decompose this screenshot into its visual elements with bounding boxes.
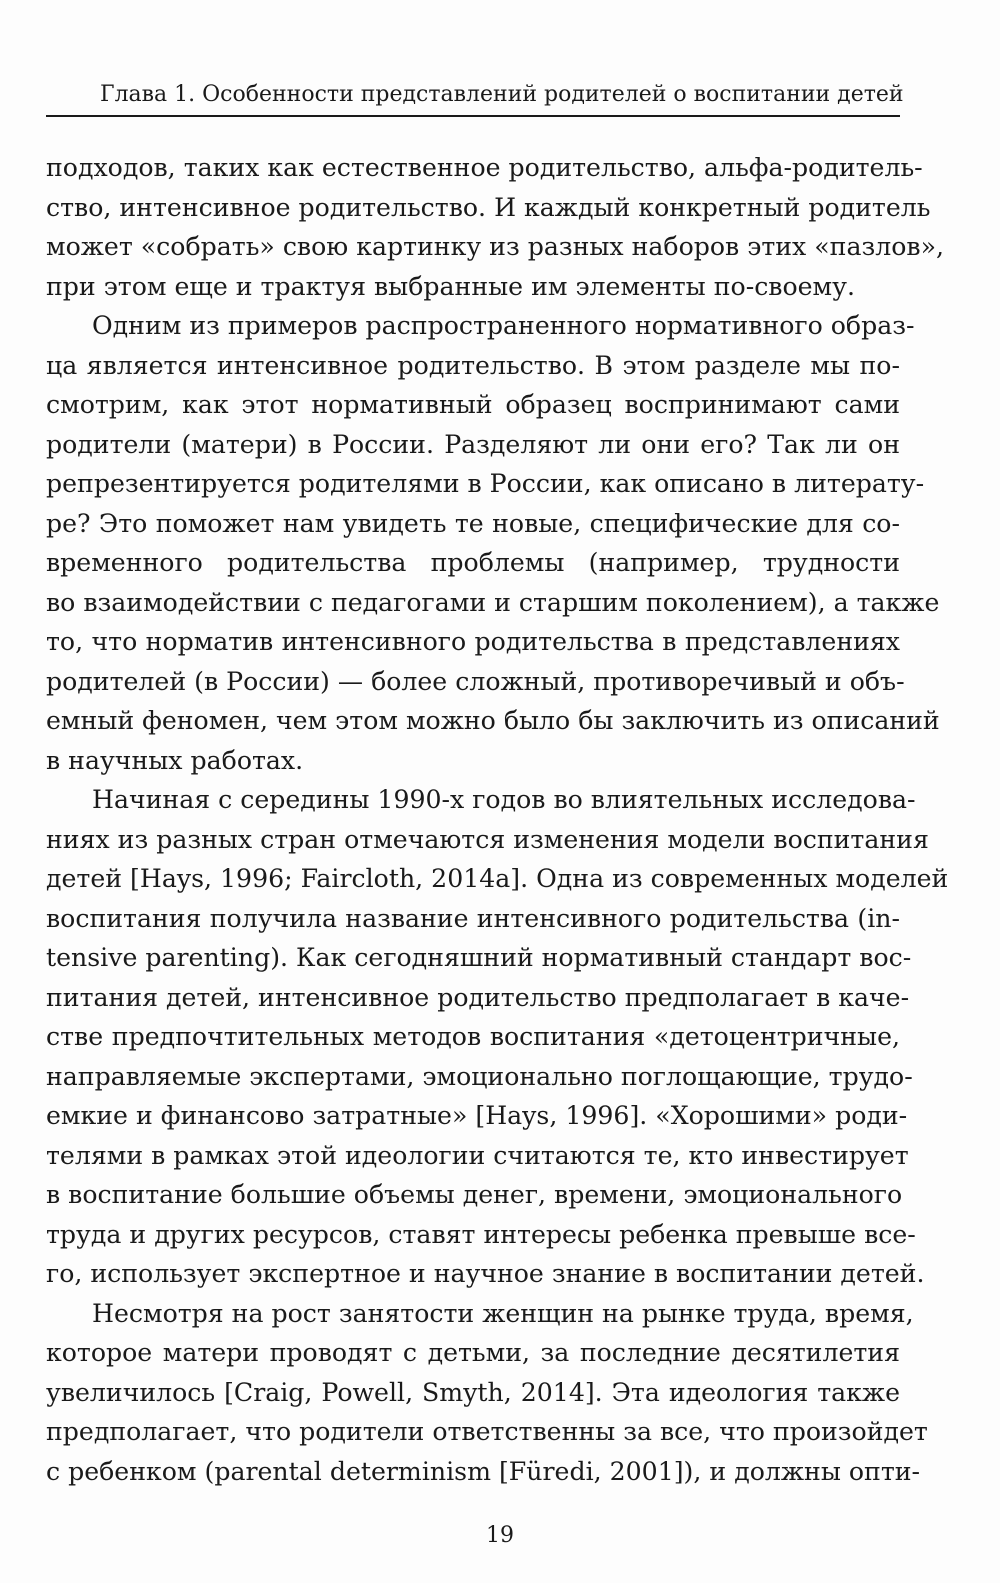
text-line: го, использует экспертное и научное знание в воспитании детей. [46, 1259, 925, 1288]
text-line: ца является интенсивное родительство. В этом разделе мы по- [46, 350, 900, 380]
text-line: стве предпочтительных методов воспитания «детоцентричные, [46, 1022, 900, 1051]
text-line: в научных работах. [46, 745, 304, 775]
text-line: Несмотря на рост занятости женщин на рынке труда, время, [92, 1298, 914, 1328]
text-line: то, что норматив интенсивного родительства в представлениях [46, 627, 900, 656]
text-line: направляемые экспертами, эмоционально поглощающие, трудо- [46, 1061, 913, 1091]
text-line: может «собрать» свою картинку из разных наборов этих «пазлов», [46, 232, 944, 261]
text-line: tensive parenting). Как сегодняшний нормативный стандарт вос- [46, 943, 912, 972]
text-line: Одним из примеров распространенного нормативного образ- [92, 311, 915, 340]
text-line: во взаимодействии с педагогами и старшим поколением), а также [46, 587, 940, 617]
paragraph-4 [46, 1294, 928, 1492]
text-line: репрезентируется родителями в России, как описано в литерату- [46, 469, 925, 498]
text-line: ство, интенсивное родительство. И каждый конкретный родитель [46, 192, 931, 222]
header-rule [46, 115, 900, 117]
text-line: увеличилось [Craig, Powell, Smyth, 2014]. Эта идеология также [46, 1377, 900, 1407]
text-line: воспитания получила название интенсивного родительства (in- [46, 903, 900, 933]
body-text [46, 148, 949, 1491]
text-line: Начиная с середины 1990-х годов во влиятельных исследова- [92, 785, 916, 814]
text-line: в воспитание большие объемы денег, времени, эмоционального [46, 1180, 903, 1209]
text-line: временного родительства проблемы (например, трудности [46, 548, 900, 577]
text-line: емный феномен, чем этом можно было бы заключить из описаний [46, 706, 940, 735]
text-line: труда и других ресурсов, ставят интересы ребенка превыше все- [46, 1219, 916, 1249]
text-line: с ребенком (parental determinism [Füredi, 2001]), и должны опти- [46, 1456, 921, 1486]
page-number: 19 [486, 1523, 514, 1548]
text-line: детей [Hays, 1996; Faircloth, 2014a]. Одна из современных моделей [46, 864, 949, 893]
paragraph-2 [46, 306, 940, 780]
text-line: подходов, таких как естественное родительство, альфа-родитель- [46, 153, 923, 182]
text-line: ре? Это поможет нам увидеть те новые, специфические для со- [46, 508, 900, 538]
text-line: предполагает, что родители ответственны за все, что произойдет [46, 1417, 928, 1446]
text-line: питания детей, интенсивное родительство предполагает в каче- [46, 982, 910, 1012]
text-line: ниях из разных стран отмечаются изменения модели воспитания [46, 824, 929, 854]
text-line: емкие и финансово затратные» [Hays, 1996]. «Хорошими» роди- [46, 1101, 908, 1130]
text-line: родителей (в России) — более сложный, противоречивый и объ- [46, 666, 905, 696]
paragraph-1 [46, 148, 944, 306]
text-line: которое матери проводят с детьми, за последние десятилетия [46, 1338, 900, 1367]
text-line: смотрим, как этот нормативный образец воспринимают сами [46, 390, 900, 419]
paragraph-3 [46, 780, 949, 1294]
text-line: при этом еще и трактуя выбранные им элементы по-своему. [46, 271, 855, 301]
text-line: телями в рамках этой идеологии считаются те, кто инвестирует [46, 1140, 909, 1170]
running-head: Глава 1. Особенности представлений родителей о воспитании детей [100, 82, 904, 107]
text-line: родители (матери) в России. Разделяют ли они его? Так ли он [46, 429, 900, 459]
